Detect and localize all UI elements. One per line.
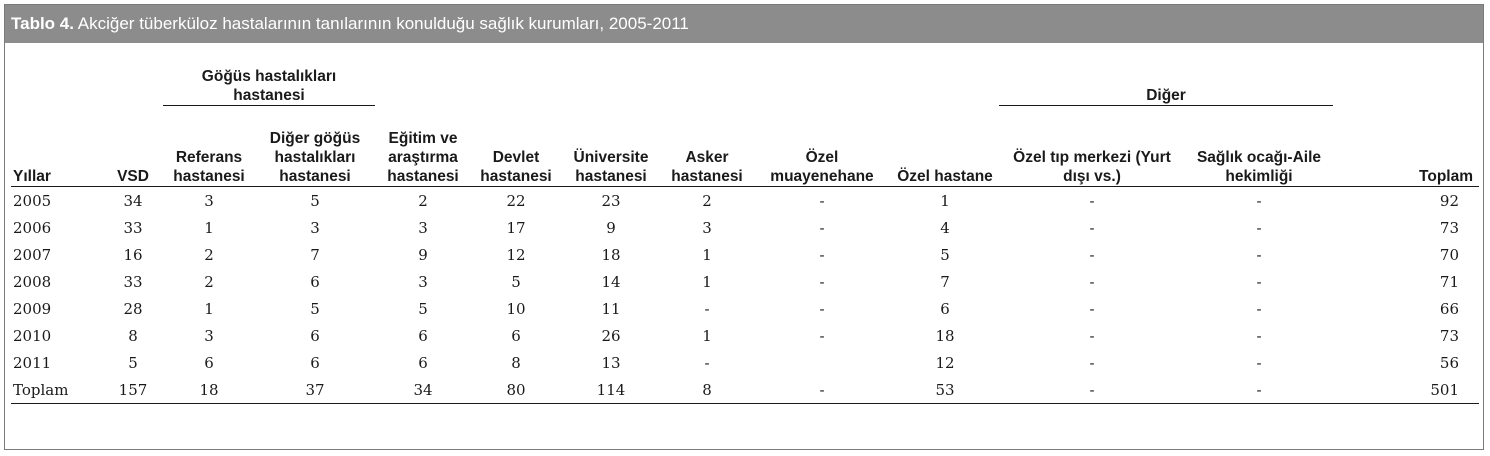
- table-cell: 1: [204, 218, 214, 237]
- table-cell: -: [1256, 272, 1262, 291]
- table-cell: 1: [940, 191, 950, 210]
- table-cell: -: [1185, 376, 1333, 404]
- table-cell: 5: [128, 353, 138, 372]
- row-label-cell: 2006: [13, 218, 52, 237]
- table-cell: 3: [418, 272, 428, 291]
- table-row: [11, 376, 1479, 404]
- table-cell: 6: [310, 326, 320, 345]
- table-title: Akciğer tüberküloz hastalarının tanılarının konulduğu sağlık kurumları, 2005-2011: [77, 14, 689, 33]
- table-cell: 6: [204, 353, 214, 372]
- column-header: VSD: [103, 106, 163, 187]
- table-row: [11, 295, 1479, 322]
- table-cell: 6: [418, 353, 428, 372]
- table-cell: 9: [418, 245, 428, 264]
- table-cell: 28: [123, 299, 143, 318]
- table-cell: 1: [204, 299, 214, 318]
- table-cell: -: [819, 299, 825, 318]
- column-header: Eğitim ve araştırma hastanesi: [375, 106, 471, 187]
- column-header: Özel hastane: [891, 106, 999, 187]
- table-cell: 18: [935, 326, 955, 345]
- table-cell: 1: [702, 272, 712, 291]
- table-number: Tablo 4.: [11, 14, 74, 33]
- group-header-chest-hospitals: Göğüs hastalıkları hastanesi: [163, 49, 375, 106]
- column-header: Özel tıp merkezi (Yurt dışı vs.): [999, 106, 1185, 187]
- table-cell: -: [1089, 272, 1095, 291]
- table-cell: 5: [310, 191, 320, 210]
- table-cell: -: [819, 272, 825, 291]
- row-label-cell: 2009: [13, 299, 52, 318]
- table-cell: 33: [123, 272, 143, 291]
- table-cell: 16: [123, 245, 143, 264]
- table-cell: -: [1256, 218, 1262, 237]
- column-header: Sağlık ocağı-Aile hekimliği: [1185, 106, 1333, 187]
- table-cell: 3: [204, 326, 214, 345]
- table-cell: 11: [601, 299, 621, 318]
- table-cell: 5: [511, 272, 521, 291]
- table-cell: 9: [606, 218, 616, 237]
- table-figure: [4, 4, 1484, 450]
- table-row: [11, 268, 1479, 295]
- table-cell: 114: [561, 376, 661, 404]
- column-header: Referans hastanesi: [163, 106, 255, 187]
- table-cell: -: [999, 376, 1185, 404]
- row-label-cell: 2007: [13, 245, 52, 264]
- table-cell: 71: [1439, 272, 1459, 291]
- table-cell: 70: [1439, 245, 1459, 264]
- column-header: Asker hastanesi: [661, 106, 753, 187]
- table-cell: -: [1256, 191, 1262, 210]
- table-cell: -: [1089, 218, 1095, 237]
- row-label-cell: 2011: [13, 353, 52, 372]
- group-header-other: Diğer: [999, 49, 1333, 106]
- table-cell: 6: [511, 326, 521, 345]
- table-cell: 2: [204, 272, 214, 291]
- table-cell: 6: [418, 326, 428, 345]
- table-cell: -: [819, 191, 825, 210]
- table-body: [11, 187, 1479, 404]
- table-cell: 6: [310, 353, 320, 372]
- table-cell: 5: [418, 299, 428, 318]
- table-row: [11, 322, 1479, 349]
- column-header: Yıllar: [11, 106, 103, 187]
- table-cell: 1: [702, 326, 712, 345]
- table-cell: 5: [310, 299, 320, 318]
- table-cell: 73: [1439, 326, 1459, 345]
- table-cell: -: [1089, 326, 1095, 345]
- table-cell: 12: [506, 245, 526, 264]
- table-cell: 6: [310, 272, 320, 291]
- table-cell: 6: [940, 299, 950, 318]
- table-cell: 1: [702, 245, 712, 264]
- table-cell: 66: [1439, 299, 1459, 318]
- table-cell: -: [1256, 353, 1262, 372]
- table-row: [11, 187, 1479, 215]
- table-row: [11, 349, 1479, 376]
- data-table: [11, 49, 1479, 404]
- table-cell: 157: [103, 376, 163, 404]
- table-cell: -: [1089, 353, 1095, 372]
- table-cell: 22: [506, 191, 526, 210]
- table-cell: 56: [1439, 353, 1459, 372]
- table-cell: -: [1089, 191, 1095, 210]
- table-cell: -: [1089, 299, 1095, 318]
- table-cell: -: [1089, 245, 1095, 264]
- table-cell: 80: [471, 376, 561, 404]
- table-cell: [753, 349, 891, 376]
- table-cell: 53: [891, 376, 999, 404]
- table-cell: -: [819, 218, 825, 237]
- table-cell: 3: [204, 191, 214, 210]
- table-cell: 14: [601, 272, 621, 291]
- row-label-cell: 2005: [13, 191, 52, 210]
- table-cell: -: [753, 376, 891, 404]
- table-cell: 10: [506, 299, 526, 318]
- table-cell: 92: [1439, 191, 1459, 210]
- column-header: Toplam: [1333, 106, 1479, 187]
- table-caption: [5, 5, 1483, 43]
- table-cell: -: [1256, 245, 1262, 264]
- table-cell: 3: [310, 218, 320, 237]
- table-cell: 33: [123, 218, 143, 237]
- table-cell: 4: [940, 218, 950, 237]
- table-cell: 34: [375, 376, 471, 404]
- table-cell: 26: [601, 326, 621, 345]
- table-cell: 34: [123, 191, 143, 210]
- table-cell: -: [819, 245, 825, 264]
- row-label-cell: 2008: [13, 272, 52, 291]
- table-row: [11, 241, 1479, 268]
- table-cell: 17: [506, 218, 526, 237]
- table-cell: 23: [601, 191, 621, 210]
- table-cell: 2: [204, 245, 214, 264]
- table-cell: 73: [1439, 218, 1459, 237]
- table-cell: 12: [935, 353, 955, 372]
- table-cell: 37: [255, 376, 375, 404]
- column-header: Devlet hastanesi: [471, 106, 561, 187]
- table-row: [11, 214, 1479, 241]
- row-label-cell: Toplam: [11, 376, 103, 404]
- table-cell: -: [819, 326, 825, 345]
- table-cell: 13: [601, 353, 621, 372]
- table-cell: 2: [702, 191, 712, 210]
- table-cell: -: [1256, 326, 1262, 345]
- table-cell: 7: [940, 272, 950, 291]
- column-header: Üniversite hastanesi: [561, 106, 661, 187]
- row-label-cell: 2010: [13, 326, 52, 345]
- column-header: Diğer göğüs hastalıkları hastanesi: [255, 106, 375, 187]
- table-cell: 2: [418, 191, 428, 210]
- table-cell: 501: [1333, 376, 1479, 404]
- table-cell: -: [1256, 299, 1262, 318]
- table-cell: 8: [128, 326, 138, 345]
- table-cell: 3: [702, 218, 712, 237]
- table-cell: 7: [310, 245, 320, 264]
- table-cell: 8: [661, 376, 753, 404]
- column-header: Özel muayenehane: [753, 106, 891, 187]
- table-cell: 18: [163, 376, 255, 404]
- table-cell: 8: [511, 353, 521, 372]
- table-cell: 18: [601, 245, 621, 264]
- table-cell: -: [704, 353, 710, 372]
- table-cell: 5: [940, 245, 950, 264]
- table-cell: -: [704, 299, 710, 318]
- table-cell: 3: [418, 218, 428, 237]
